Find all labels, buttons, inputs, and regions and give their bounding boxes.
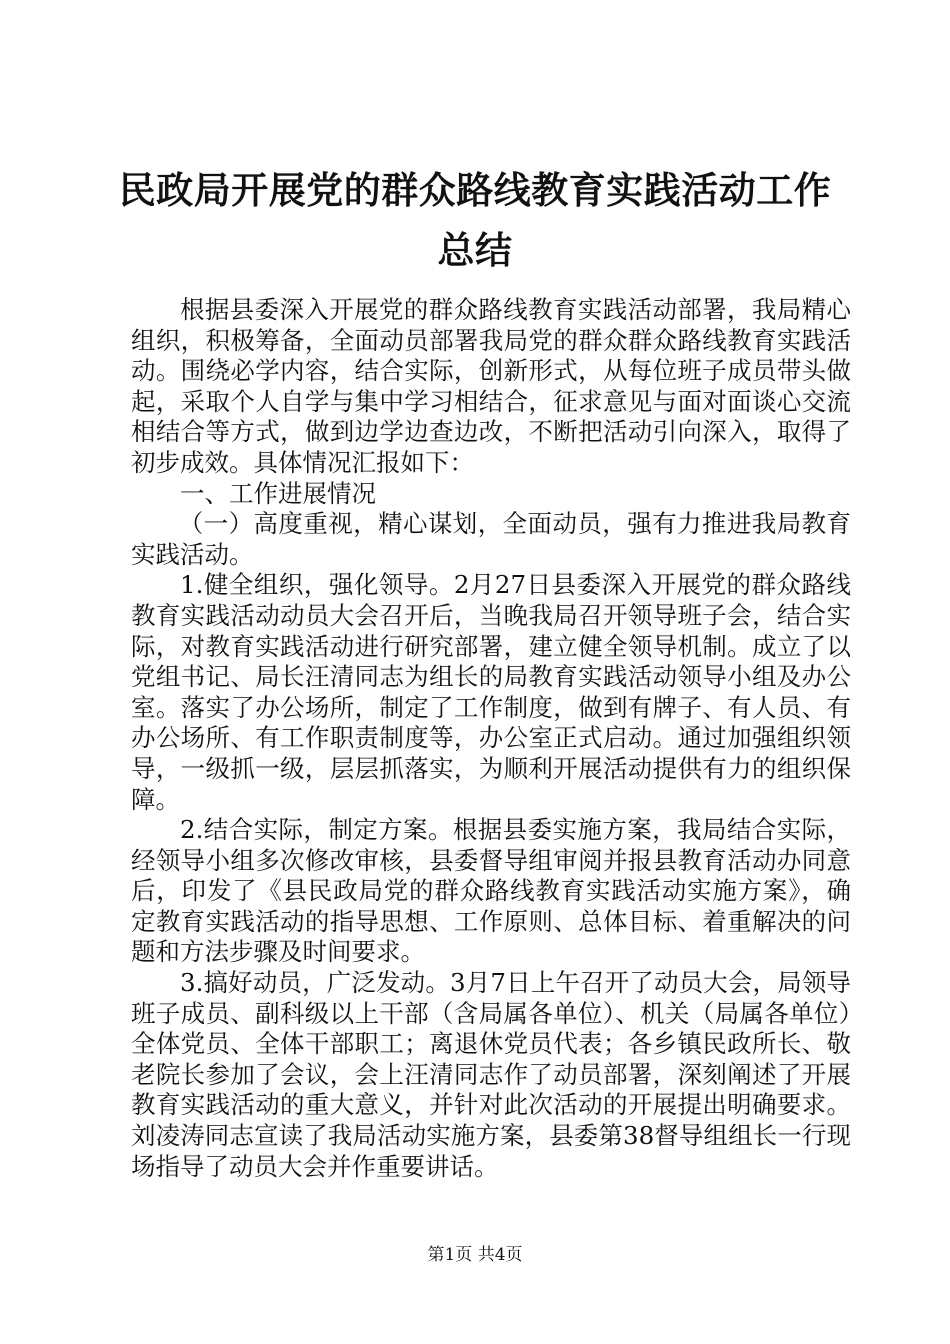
page-footer: 第1页 共4页 [427, 1245, 523, 1265]
paragraph-item-2: 2.结合实际，制定方案。根据县委实施方案，我局结合实际，经领导小组多次修改审核，县委督导组审阅并报县教育活动办同意后，印发了《县民政局党的群众路线教育实践活动实施方案》，确定教育实践活动的指导思想、工作原则、总体目标、着重解决的问题和方法步骤及时间要求。 [131, 815, 851, 967]
document-title: 民政局开展党的群众路线教育实践活动工作总结 [118, 168, 832, 272]
intro-paragraph: 根据县委深入开展党的群众路线教育实践活动部署，我局精心组织，积极筹备，全面动员部署我局党的群众群众路线教育实践活动。围绕必学内容，结合实际，创新形式，从每位班子成员带头做起，采取个人自学与集中学习相结合，征求意见与面对面谈心交流相结合等方式，做到边学边查边改，不断把活动引向深入，取得了初步成效。具体情况汇报如下： [131, 295, 851, 477]
paragraph-item-1: 1.健全组织，强化领导。2月27日县委深入开展党的群众路线教育实践活动动员大会召开后，当晚我局召开领导班子会，结合实际，对教育实践活动进行研究部署，建立健全领导机制。成立了以党组书记、局长汪清同志为组长的局教育实践活动领导小组及办公室。落实了办公场所，制定了工作制度，做到有牌子、有人员、有办公场所、有工作职责制度等，办公室正式启动。通过加强组织领导，一级抓一级，层层抓落实，为顺利开展活动提供有力的组织保障。 [131, 570, 851, 814]
subsection-heading: （一）高度重视，精心谋划，全面动员，强有力推进我局教育实践活动。 [131, 509, 851, 569]
section-heading: 一、工作进展情况 [180, 478, 376, 508]
paragraph-item-3: 3.搞好动员，广泛发动。3月7日上午召开了动员大会，局领导班子成员、副科级以上干部（含局属各单位）、机关（局属各单位）全体党员、全体干部职工；离退休党员代表；各乡镇民政所长、敬老院长参加了会议，会上汪清同志作了动员部署，深刻阐述了开展教育实践活动的重大意义，并针对此次活动的开展提出明确要求。刘凌涛同志宣读了我局活动实施方案，县委第38督导组组长一行现场指导了动员大会并作重要讲话。 [131, 968, 851, 1181]
document-body [131, 295, 851, 1182]
